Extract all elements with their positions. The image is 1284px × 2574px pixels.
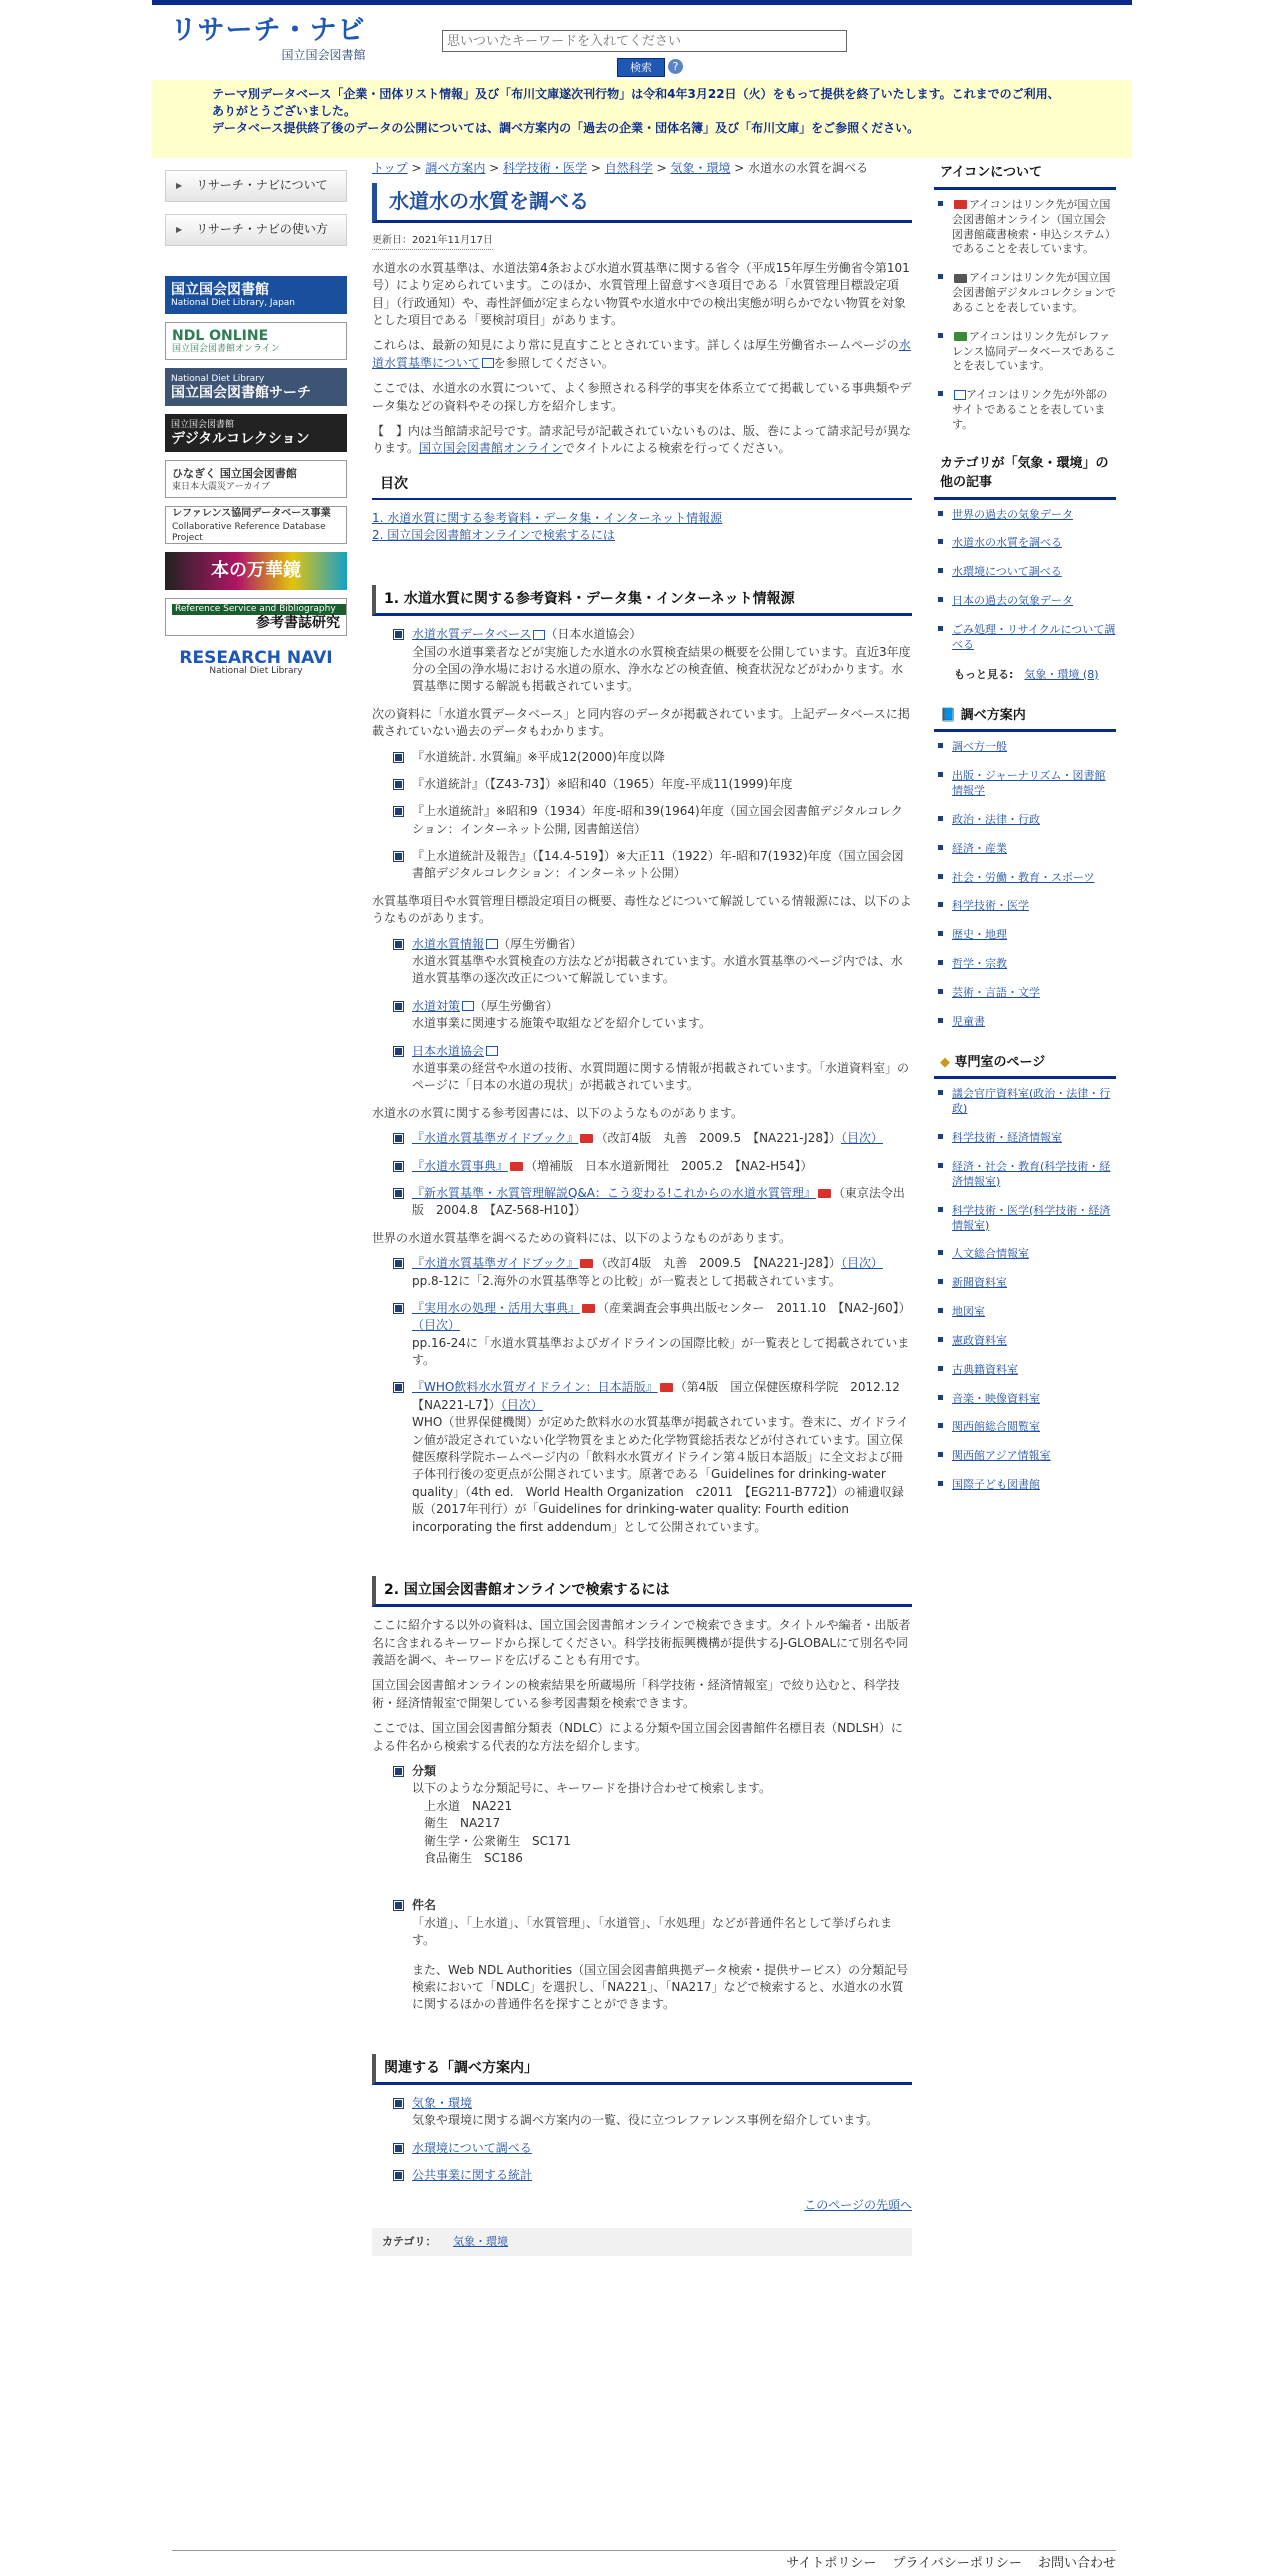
other-articles-list bbox=[934, 508, 1116, 653]
category-bar bbox=[372, 2228, 912, 2256]
banner-title: レファレンス協同データベース事業 bbox=[172, 508, 331, 519]
book-link[interactable]: 『実用水の処理・活用大事典』 bbox=[412, 1300, 581, 1315]
classification-code: 衛生学・公衆衛生 SC171 bbox=[424, 1833, 571, 1848]
list-item bbox=[938, 957, 1116, 972]
guide-link[interactable]: 出版・ジャーナリズム・図書館情報学 bbox=[952, 769, 1106, 798]
water-policy-link[interactable]: 水道対策 bbox=[412, 998, 461, 1013]
list-item bbox=[938, 1363, 1116, 1378]
other-article-link[interactable]: 水環境について調べる bbox=[952, 565, 1062, 579]
banner-subtitle: National Diet Library, Japan bbox=[171, 297, 296, 308]
list-item bbox=[392, 1255, 912, 1290]
banner-ndl[interactable] bbox=[165, 276, 347, 314]
list-item bbox=[938, 1305, 1116, 1320]
search-area bbox=[442, 30, 847, 74]
icon-legend-heading: アイコンについて bbox=[934, 160, 1116, 190]
other-article-link[interactable]: ごみ処理・リサイクルについて調べる bbox=[952, 622, 1116, 651]
item-org: （厚生労働省） bbox=[498, 936, 583, 951]
banner-title: 本の万華鏡 bbox=[211, 560, 301, 581]
banner-title: デジタルコレクション bbox=[171, 430, 310, 447]
guide-link[interactable]: 経済・産業 bbox=[952, 841, 1007, 855]
category-link[interactable]: 気象・環境 bbox=[453, 2234, 509, 2248]
more-label: もっと見る: bbox=[954, 667, 1014, 681]
book-link[interactable]: 『水道水質基準ガイドブック』 bbox=[412, 1131, 579, 1146]
breadcrumb-guide[interactable]: 調べ方案内 bbox=[425, 161, 486, 175]
search-button[interactable]: 検索 bbox=[617, 58, 665, 77]
list-item bbox=[938, 1449, 1116, 1464]
room-link[interactable]: 関西館総合閲覧室 bbox=[952, 1420, 1040, 1434]
back-to-top bbox=[372, 2197, 912, 2214]
guide-link[interactable]: 歴史・地理 bbox=[952, 928, 1007, 942]
other-articles-heading: カテゴリが「気象・環境」の他の記事 bbox=[934, 451, 1116, 500]
list-item bbox=[392, 936, 912, 988]
book-info: （改訂4版 丸善 2009.5 【NA221-J28】） bbox=[595, 1131, 841, 1146]
room-link[interactable]: 地図室 bbox=[952, 1305, 985, 1319]
intro-text: を参照してください。 bbox=[493, 355, 614, 370]
list-item bbox=[938, 1478, 1116, 1493]
logo-subtitle: 国立国会図書館 bbox=[281, 48, 366, 62]
list-item bbox=[938, 1015, 1116, 1030]
related-guides-list bbox=[372, 2095, 912, 2185]
breadcrumb-top[interactable]: トップ bbox=[372, 161, 408, 175]
list-item bbox=[938, 928, 1116, 943]
list-item bbox=[938, 899, 1116, 914]
banner-subtitle: Reference Service and Bibliography bbox=[172, 604, 346, 615]
search-input[interactable] bbox=[442, 30, 847, 52]
related-description: 気象や環境に関する調べ方案内の一覧、役に立つレファレンス事例を紹介しています。 bbox=[412, 2113, 879, 2128]
icon-legend-text: アイコンはリンク先が外部のサイトであることを表しています。 bbox=[952, 388, 1108, 431]
list-item bbox=[392, 626, 912, 696]
book-info: （産業調査会事典出版センター 2011.10 【NA2-J60】） bbox=[597, 1300, 911, 1315]
room-link[interactable]: 音楽・映像資料室 bbox=[952, 1391, 1040, 1405]
section-2-paragraph-3: ここでは、国立国会図書館分類表（NDLC）による分類や国立国会図書館件名標目表（NDLSH）による件名から検索する代表的な方法を紹介します。 bbox=[372, 1721, 903, 1753]
list-item bbox=[392, 1379, 912, 1536]
web-sources-list bbox=[372, 936, 912, 1095]
room-link[interactable]: 科学技術・医学(科学技術・経済情報室) bbox=[952, 1203, 1111, 1232]
category-label: カテゴリ： bbox=[382, 2234, 432, 2248]
item-description: 水道水質基準や水質検査の方法などが掲載されています。水道水質基準のページ内では、水道水質基準の逐次改正について解説しています。 bbox=[412, 954, 903, 986]
item-org: （日本水道協会） bbox=[545, 627, 642, 642]
intro-text: これらは、最新の知見により常に見直すこととされています。詳しくは厚生労働省ホームページの bbox=[372, 338, 899, 353]
other-article-link[interactable]: 日本の過去の気象データ bbox=[952, 594, 1073, 608]
list-item bbox=[938, 1247, 1116, 1262]
book-link[interactable]: 『WHO飲料水水質ガイドライン：日本語版』 bbox=[412, 1380, 658, 1395]
book-icon bbox=[580, 1134, 593, 1143]
list-item bbox=[938, 198, 1116, 257]
item-org: （厚生労働省） bbox=[474, 998, 559, 1013]
list-item bbox=[938, 623, 1116, 653]
list-item bbox=[938, 1392, 1116, 1407]
banner-ndl-online[interactable] bbox=[165, 322, 347, 360]
section-2-paragraph-2: 国立国会図書館オンラインの検索結果を所蔵場所「科学技術・経済情報室」で絞り込むと、科学技術・経済情報室で開架している参考図書類を検索できます。 bbox=[372, 1678, 900, 1710]
external-link-icon bbox=[486, 939, 498, 949]
banner-subtitle: National Diet Library bbox=[171, 373, 265, 384]
intro-text: でタイトルによる検索を行ってください。 bbox=[562, 441, 791, 456]
banner-digital-collection[interactable] bbox=[165, 414, 347, 452]
external-link-icon bbox=[533, 630, 545, 640]
related-link[interactable]: 公共事業に関する統計 bbox=[412, 2168, 533, 2183]
banner-ndl-search[interactable] bbox=[165, 368, 347, 406]
stats-intro: 次の資料に「水道水質データベース」と同内容のデータが掲載されています。上記データベースに掲載されていない過去のデータもわかります。 bbox=[372, 706, 910, 739]
nav-about-label: リサーチ・ナビについて bbox=[196, 178, 328, 193]
list-item bbox=[392, 1300, 912, 1370]
guide-link[interactable]: 社会・労働・教育・スポーツ bbox=[952, 870, 1095, 884]
guide-link[interactable]: 芸術・言語・文学 bbox=[952, 985, 1040, 999]
book-link[interactable]: 『水道水質基準ガイドブック』 bbox=[412, 1256, 579, 1271]
external-link-icon bbox=[482, 358, 494, 368]
list-item bbox=[938, 330, 1116, 375]
guide-link[interactable]: 哲学・宗教 bbox=[952, 957, 1007, 971]
list-item bbox=[938, 986, 1116, 1001]
water-standard-link[interactable]: 水道水質基準について bbox=[372, 338, 911, 370]
banner-title: 国立国会図書館 bbox=[171, 281, 269, 298]
notice-line-2: ありがとうございました。 bbox=[212, 104, 357, 118]
triangle-right-icon: ▶ bbox=[176, 181, 183, 191]
guide-link[interactable]: 調べ方一般 bbox=[952, 740, 1007, 754]
subject-description-2: また、Web NDL Authorities（国立国会図書館典拠データ検索・提供サービス）の分類記号検索において「NDLC」を選択し、「NA221」、「NA217」などで検索すると、水道水の水質に関するほかの普通件名を探すことができます。 bbox=[412, 1962, 909, 2012]
book-icon bbox=[510, 1162, 523, 1171]
list-item bbox=[938, 1204, 1116, 1234]
help-icon[interactable]: ? bbox=[668, 59, 683, 74]
world-standards-intro: 世界の水道水質基準を調べるための資料には、以下のようなものがあります。 bbox=[372, 1230, 792, 1245]
list-item: 『水道統計. 水質編』※平成12(2000)年度以降 bbox=[392, 749, 912, 766]
book-info: （改訂4版 丸善 2009.5 【NA221-J28】） bbox=[595, 1256, 841, 1271]
room-link[interactable]: 古典籍資料室 bbox=[952, 1362, 1018, 1376]
item-description: pp.8-12に「2.海外の水質基準等との比較」が一覧表として掲載されています。 bbox=[412, 1273, 841, 1288]
list-item bbox=[938, 271, 1116, 316]
guide-link[interactable]: 政治・法律・行政 bbox=[952, 812, 1040, 826]
list-item bbox=[938, 1087, 1116, 1117]
related-link[interactable]: 気象・環境 bbox=[412, 2095, 473, 2110]
banner-subtitle: 国立国会図書館 bbox=[171, 419, 235, 430]
rooms-heading bbox=[934, 1050, 1116, 1080]
item-description: WHO（世界保健機関）が定めた飲料水の水質基準が掲載されています。巻末に、ガイドライン値が設定されていない化学物質をまとめた化学物質総括表などが付されています。国立保健医療科学院ホームページ内の「飲料水水質ガイドライン第４版日本語版」に全文および冊子体刊行後の変更点が公開されています。原著である「Guidelines for drinking-water quality」（4th ed. World Health Organization c2011 【EG211-B772】）の補遺収録版（2017年刊行）が「Guidelines for drinking-water quality: Fourth edition incorporating the first addendum」として公開されています。 bbox=[412, 1415, 909, 1534]
banner-kaleidoscope[interactable] bbox=[165, 552, 347, 590]
classification-code: 衛生 NA217 bbox=[424, 1816, 501, 1831]
book-icon bbox=[580, 1259, 593, 1268]
guide-link[interactable]: 児童書 bbox=[952, 1014, 985, 1028]
list-item bbox=[938, 1276, 1116, 1291]
banner-hinagiku[interactable] bbox=[165, 460, 347, 498]
notice-line-3: データベース提供終了後のデータの公開については、調べ方案内の「過去の企業・団体名簿」及び「布川文庫」をご参照ください。 bbox=[212, 121, 920, 135]
list-item bbox=[938, 594, 1116, 609]
room-link[interactable]: 経済・社会・教育(科学技術・経済情報室) bbox=[952, 1160, 1111, 1188]
list-item bbox=[938, 842, 1116, 857]
search-methods-list bbox=[372, 1763, 912, 2014]
banner-research-navi[interactable] bbox=[165, 644, 347, 682]
intro-paragraph-1: 水道水の水質基準は、水道法第4条および水道水質基準に関する省令（平成15年厚生労働省令第101号）により定められています。このほか、水質管理上留意すべき項目である「水質管理目標設定項目」（行政通知）や、毒性評価が定まらない物質や水道水中での検出実態が明らかでない物質を対象とした項目である「要検討項目」があります。 bbox=[372, 260, 910, 328]
banner-title: 参考書誌研究 bbox=[256, 614, 340, 631]
list-item bbox=[938, 1131, 1116, 1146]
room-link[interactable]: 国際子ども図書館 bbox=[952, 1478, 1040, 1492]
other-article-link[interactable]: 水道水の水質を調べる bbox=[952, 536, 1062, 550]
list-item bbox=[392, 2140, 912, 2157]
list-item bbox=[938, 1160, 1116, 1190]
intro-text: 【 】内は当館請求記号です。請求記号が記載されていないものは、版、巻によって請求記号が異なります。 bbox=[372, 424, 912, 456]
book-info: （第4版 国立保健医療科学院 2012.12 【NA221-L7】） bbox=[412, 1380, 912, 1412]
updated-date: 更新日：2021年11月17日 bbox=[372, 234, 493, 250]
room-icon: ◆ bbox=[940, 1054, 950, 1070]
book-icon bbox=[954, 200, 967, 209]
nav-about-button[interactable] bbox=[165, 170, 347, 202]
banner-title: RESEARCH NAVI bbox=[179, 647, 333, 668]
guide-link[interactable]: 科学技術・医学 bbox=[952, 899, 1029, 913]
more-articles bbox=[934, 667, 1116, 683]
triangle-right-icon: ▶ bbox=[176, 225, 183, 235]
icon-legend-text: アイコンはリンク先がレファレンス協同データベースであることを表しています。 bbox=[952, 329, 1116, 373]
toc-heading: 目次 bbox=[372, 470, 912, 500]
world-standards-list bbox=[372, 1255, 912, 1536]
header bbox=[152, 5, 1132, 82]
footer bbox=[172, 2550, 1116, 2574]
book-info: （増補版 日本水道新聞社 2005.2 【NA2-H54】） bbox=[525, 1158, 813, 1173]
item-description: pp.16-24に「水道水質基準およびガイドラインの国際比較」が一覧表として掲載されています。 bbox=[412, 1335, 910, 1368]
list-item bbox=[392, 1130, 912, 1147]
list-item bbox=[392, 998, 912, 1033]
book-icon: 📘 bbox=[940, 707, 957, 723]
icon-legend-text: アイコンはリンク先が国立国会図書館オンライン（国立国会図書館蔵書検索・申込システム）であることを表しています。 bbox=[952, 197, 1116, 256]
breadcrumb-current: 水道水の水質を調べる bbox=[748, 161, 869, 175]
banner-subtitle: National Diet Library bbox=[209, 665, 303, 676]
subject-title: 件名 bbox=[412, 1898, 437, 1913]
classification-code: 上水道 NA221 bbox=[424, 1798, 513, 1813]
item-description: 全国の水道事業者などが実施した水道水の水質検査結果の概要を公開しています。直近3年度分の全国の浄水場における水道の原水、浄水などの検査値、検査状況などがわかります。水質基準に関する解説も掲載されています。 bbox=[412, 644, 911, 694]
jwwa-link[interactable]: 日本水道協会 bbox=[412, 1043, 485, 1058]
banner-subtitle: 国立国会図書館オンライン bbox=[172, 343, 280, 354]
room-link[interactable]: 人文総合情報室 bbox=[952, 1247, 1029, 1261]
site-logo[interactable] bbox=[170, 17, 365, 64]
intro-paragraph-3: ここでは、水道水の水質について、よく参照される科学的事実を体系立てて掲載している事典類やデータ集などの資料やその探し方を紹介します。 bbox=[372, 381, 912, 413]
breadcrumb-science[interactable]: 科学技術・医学 bbox=[503, 161, 588, 175]
digital-collection-icon bbox=[954, 274, 967, 283]
room-link[interactable]: 新聞資料室 bbox=[952, 1276, 1007, 1290]
left-sidebar bbox=[165, 170, 350, 690]
table-of-contents bbox=[372, 510, 912, 545]
list-item bbox=[938, 1334, 1116, 1349]
room-link[interactable]: 関西館アジア情報室 bbox=[952, 1449, 1051, 1463]
reference-books-intro: 水道水の水質に関する参考図書には、以下のようなものがあります。 bbox=[372, 1105, 744, 1120]
main-content bbox=[372, 160, 912, 2256]
list-item bbox=[938, 565, 1116, 580]
list-item bbox=[392, 1897, 912, 2013]
banner-title: 国立国会図書館サーチ bbox=[171, 384, 311, 401]
rooms-list bbox=[934, 1087, 1116, 1493]
icon-legend-text: アイコンはリンク先が国立国会図書館デジタルコレクションであることを表しています。 bbox=[952, 271, 1116, 314]
list-item: 『上水道統計』※昭和9（1934）年度-昭和39(1964)年度（国立国会図書館デジタルコレクション：インターネット公開, 図書館送信） bbox=[392, 803, 912, 838]
toc-link-2[interactable]: 2. 国立国会図書館オンラインで検索するには bbox=[372, 528, 615, 543]
section-2-heading: 2. 国立国会図書館オンラインで検索するには bbox=[372, 1576, 912, 1607]
banner-title: ひなぎく 国立国会図書館 bbox=[172, 466, 297, 480]
banner-title: NDL ONLINE bbox=[172, 327, 269, 344]
room-link[interactable]: 議会官庁資料室(政治・法律・行政) bbox=[952, 1087, 1111, 1116]
list-item: 『上水道統計及報告』（【14.4-519】）※大正11（1922）年-昭和7(1932)年度（国立国会図書館デジタルコレクション：インターネット公開） bbox=[392, 848, 912, 883]
subject-description: 「水道」、「上水道」、「水質管理」、「水道管」、「水処理」などが普通件名として挙げられます。 bbox=[412, 1915, 893, 1948]
rooms-heading-text: 専門室のページ bbox=[954, 1054, 1046, 1070]
footer-privacy-policy[interactable]: プライバシーポリシー bbox=[892, 2556, 1022, 2571]
toc-link[interactable]: （目次） bbox=[840, 1131, 883, 1146]
list-item bbox=[938, 871, 1116, 886]
toc-link-1[interactable]: 1. 水道水質に関する参考資料・データ集・インターネット情報源 bbox=[372, 511, 723, 526]
book-link[interactable]: 『新水質基準・水質管理解説Q&A：こう変わる!これからの水道水質管理』 bbox=[412, 1185, 816, 1200]
banner-crd[interactable] bbox=[165, 506, 347, 544]
banner-reference-bibliography[interactable] bbox=[165, 598, 347, 636]
book-link[interactable]: 『水道水質事典』 bbox=[412, 1158, 509, 1173]
external-link-icon bbox=[954, 390, 966, 400]
list-item bbox=[938, 388, 1116, 433]
list-item bbox=[938, 769, 1116, 799]
breadcrumb-natural-science[interactable]: 自然科学 bbox=[604, 161, 653, 175]
footer-contact[interactable]: お問い合わせ bbox=[1037, 2556, 1116, 2571]
list-item bbox=[938, 740, 1116, 755]
list-item: 『水道統計』（【Z43-73】）※昭和40（1965）年度-平成11(1999)年度 bbox=[392, 776, 912, 793]
notice-line-1: テーマ別データベース「企業・団体リスト情報」及び「布川文庫遂次刊行物」は令和4年3月22日（火）をもって提供を終了いたします。これまでのご利用、 bbox=[212, 87, 1060, 101]
water-quality-db-link[interactable]: 水道水質データベース bbox=[412, 627, 532, 642]
book-icon bbox=[818, 1189, 831, 1198]
list-item bbox=[392, 1185, 912, 1220]
section-3-heading: 関連する「調べ方案内」 bbox=[372, 2054, 912, 2085]
database-list bbox=[372, 626, 912, 696]
web-sources-intro: 水質基準項目や水質管理目標設定項目の概要、毒性などについて解説している情報源には、以下のようなものがあります。 bbox=[372, 893, 912, 926]
water-info-link[interactable]: 水道水質情報 bbox=[412, 936, 485, 951]
nav-howto-label: リサーチ・ナビの使い方 bbox=[196, 222, 328, 237]
item-description: 水道事業に関連する施策や取組などを紹介しています。 bbox=[412, 1016, 712, 1031]
guide-list bbox=[934, 740, 1116, 1029]
list-item bbox=[938, 536, 1116, 551]
list-item bbox=[392, 1158, 912, 1175]
statistics-list bbox=[372, 749, 912, 883]
banner-subtitle: Collaborative Reference Database Project bbox=[172, 522, 326, 543]
intro-paragraph-4 bbox=[372, 423, 912, 458]
section-1-heading: 1. 水道水質に関する参考資料・データ集・インターネット情報源 bbox=[372, 585, 912, 616]
list-item bbox=[392, 2095, 912, 2130]
classification-code: 食品衛生 SC186 bbox=[424, 1850, 523, 1865]
nav-howto-button[interactable] bbox=[165, 214, 347, 246]
banner-subtitle: 東日本大震災アーカイブ bbox=[172, 481, 271, 492]
list-item bbox=[392, 1043, 912, 1095]
book-icon bbox=[582, 1304, 595, 1313]
list-item bbox=[938, 1420, 1116, 1435]
breadcrumb-weather[interactable]: 気象・環境 bbox=[670, 161, 731, 175]
room-link[interactable]: 憲政資料室 bbox=[952, 1333, 1007, 1347]
related-link[interactable]: 水環境について調べる bbox=[412, 2140, 532, 2155]
list-item bbox=[938, 508, 1116, 523]
reference-books-list bbox=[372, 1130, 912, 1220]
external-link-icon bbox=[462, 1001, 474, 1011]
page-title: 水道水の水質を調べる bbox=[372, 183, 912, 223]
guide-heading-text: 調べ方案内 bbox=[960, 707, 1026, 723]
classification-title: 分類 bbox=[412, 1764, 437, 1778]
classification-description: 以下のような分類記号に、キーワードを掛け合わせて検索します。 bbox=[412, 1781, 772, 1796]
logo-title: リサーチ・ナビ bbox=[170, 15, 366, 46]
toc-link[interactable]: （目次） bbox=[412, 1318, 461, 1333]
breadcrumb: トップ > 調べ方案内 > 科学技術・医学 > 自然科学 > 気象・環境 > 水道水の水質を調べる bbox=[372, 161, 869, 175]
room-link[interactable]: 科学技術・経済情報室 bbox=[952, 1131, 1062, 1145]
footer-site-policy[interactable]: サイトポリシー bbox=[786, 2556, 877, 2571]
list-item bbox=[392, 2167, 912, 2184]
list-item bbox=[938, 813, 1116, 828]
toc-link[interactable]: （目次） bbox=[840, 1256, 883, 1271]
back-to-top-link[interactable]: このページの先頭へ bbox=[804, 2197, 912, 2212]
notice-banner bbox=[152, 80, 1132, 158]
book-info: （東京法令出版 2004.8 【AZ-568-H10】） bbox=[412, 1185, 905, 1218]
ndl-online-link[interactable]: 国立国会図書館オンライン bbox=[419, 441, 563, 456]
other-article-link[interactable]: 世界の過去の気象データ bbox=[952, 507, 1073, 521]
section-2-paragraph-1: ここに紹介する以外の資料は、国立国会図書館オンラインで検索できます。タイトルや編者・出版者名に含まれるキーワードから探してください。科学技術振興機構が提供するJ-GLOBALにて別名や同義語を調べ、キーワードを広げることも有用です。 bbox=[372, 1618, 911, 1668]
item-description: 水道事業の経営や水道の技術、水質問題に関する情報が掲載されています。「水道資料室」のページに「日本の水道の現状」が掲載されています。 bbox=[412, 1060, 910, 1093]
more-link[interactable]: 気象・環境 (8) bbox=[1024, 667, 1099, 681]
intro-paragraph-2 bbox=[372, 337, 912, 372]
guide-heading bbox=[934, 703, 1116, 733]
list-item bbox=[392, 1763, 912, 1867]
book-icon bbox=[660, 1383, 673, 1392]
right-sidebar bbox=[934, 160, 1116, 1507]
toc-link[interactable]: （目次） bbox=[500, 1397, 543, 1412]
external-link-icon bbox=[486, 1046, 498, 1056]
crd-icon bbox=[954, 332, 967, 341]
icon-legend-list bbox=[934, 198, 1116, 433]
